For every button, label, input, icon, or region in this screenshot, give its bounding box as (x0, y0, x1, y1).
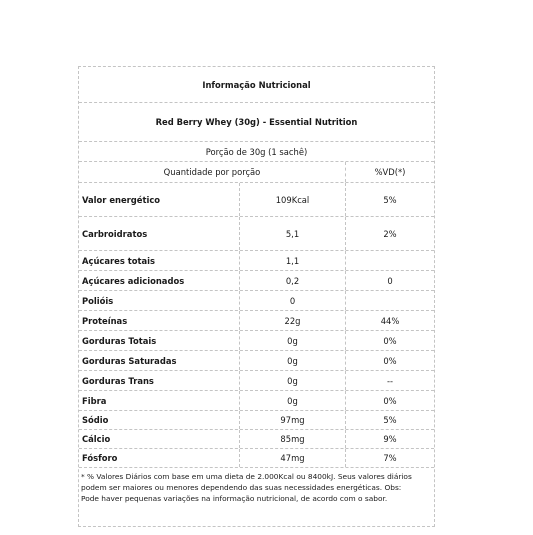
nutrient-vd: 44% (345, 311, 434, 330)
nutrient-amount: 47mg (239, 449, 345, 467)
nutrient-amount: 109Kcal (239, 183, 345, 216)
serving-row (79, 142, 434, 162)
nutrient-amount: 97mg (239, 411, 345, 429)
nutrient-name: Carbroidratos (82, 228, 148, 239)
nutrient-amount: 0,2 (239, 271, 345, 290)
nutrient-row (79, 331, 434, 351)
nutrient-name: Gorduras Saturadas (82, 355, 177, 366)
nutrient-row (79, 371, 434, 391)
nutrient-amount: 85mg (239, 430, 345, 448)
nutrient-name: Açúcares adicionados (82, 275, 185, 286)
nutrient-name: Sódio (82, 415, 109, 425)
nutrient-name: Fibra (82, 395, 107, 406)
nutrient-row (79, 311, 434, 331)
nutrient-name: Proteínas (82, 315, 128, 326)
nutrient-row (79, 351, 434, 371)
nutrient-vd: 0% (345, 331, 434, 350)
nutrient-row (79, 291, 434, 311)
nutrient-amount: 0 (239, 291, 345, 310)
quantity-header: Quantidade por porção (163, 167, 261, 177)
nutrient-amount: 0g (239, 391, 345, 410)
footnote (81, 471, 433, 505)
nutrient-row (79, 183, 434, 217)
nutrient-vd: -- (345, 371, 434, 390)
nutrient-vd: 0 (345, 271, 434, 290)
nutrient-name: Fósforo (82, 453, 118, 463)
nutrient-name: Gorduras Trans (82, 375, 154, 386)
nutrient-row (79, 271, 434, 291)
nutrient-vd: 0% (345, 351, 434, 370)
product-name: Red Berry Whey (30g) - Essential Nutrition (155, 117, 358, 127)
nutrient-amount: 0g (239, 331, 345, 350)
nutrient-row (79, 217, 434, 251)
nutrient-name: Açúcares totais (82, 255, 156, 266)
nutrient-vd (345, 291, 434, 310)
footnote-line: Pode haver pequenas variações na informação nutricional, de acordo com o sabor. (81, 494, 388, 504)
vd-header: %VD(*) (345, 162, 434, 182)
nutrient-name: Polióis (82, 295, 114, 306)
serving-size: Porção de 30g (1 sachê) (205, 146, 308, 157)
footnote-line: podem ser maiores ou menores dependendo das suas necessidades energéticas. Obs: (81, 483, 402, 493)
footnote-block (78, 442, 435, 463)
nutrient-amount: 0g (239, 371, 345, 390)
nutrient-amount: 1,1 (239, 251, 345, 270)
nutrient-row (79, 411, 434, 430)
nutrient-row (79, 251, 434, 271)
nutrient-vd: 5% (345, 411, 434, 429)
nutrient-name: Cálcio (82, 434, 111, 444)
column-header-row (79, 162, 434, 183)
nutrient-name: Gorduras Totais (82, 335, 157, 346)
nutrient-vd: 0% (345, 391, 434, 410)
nutrient-name: Valor energético (82, 194, 161, 205)
nutrient-row (79, 391, 434, 411)
nutrient-amount: 22g (239, 311, 345, 330)
nutrient-vd (345, 251, 434, 270)
nutrient-vd: 5% (345, 183, 434, 216)
footnote-line: * % Valores Diários com base em uma dieta de 2.000Kcal ou 8400kJ. Seus valores diários (81, 472, 412, 481)
table-title: Informação Nutricional (202, 80, 311, 90)
nutrient-amount: 0g (239, 351, 345, 370)
table-title-row (79, 67, 434, 103)
product-row (79, 103, 434, 142)
nutrient-vd: 7% (345, 449, 434, 467)
nutrient-vd: 2% (345, 217, 434, 250)
nutrient-vd: 9% (345, 430, 434, 448)
nutrient-amount: 5,1 (239, 217, 345, 250)
